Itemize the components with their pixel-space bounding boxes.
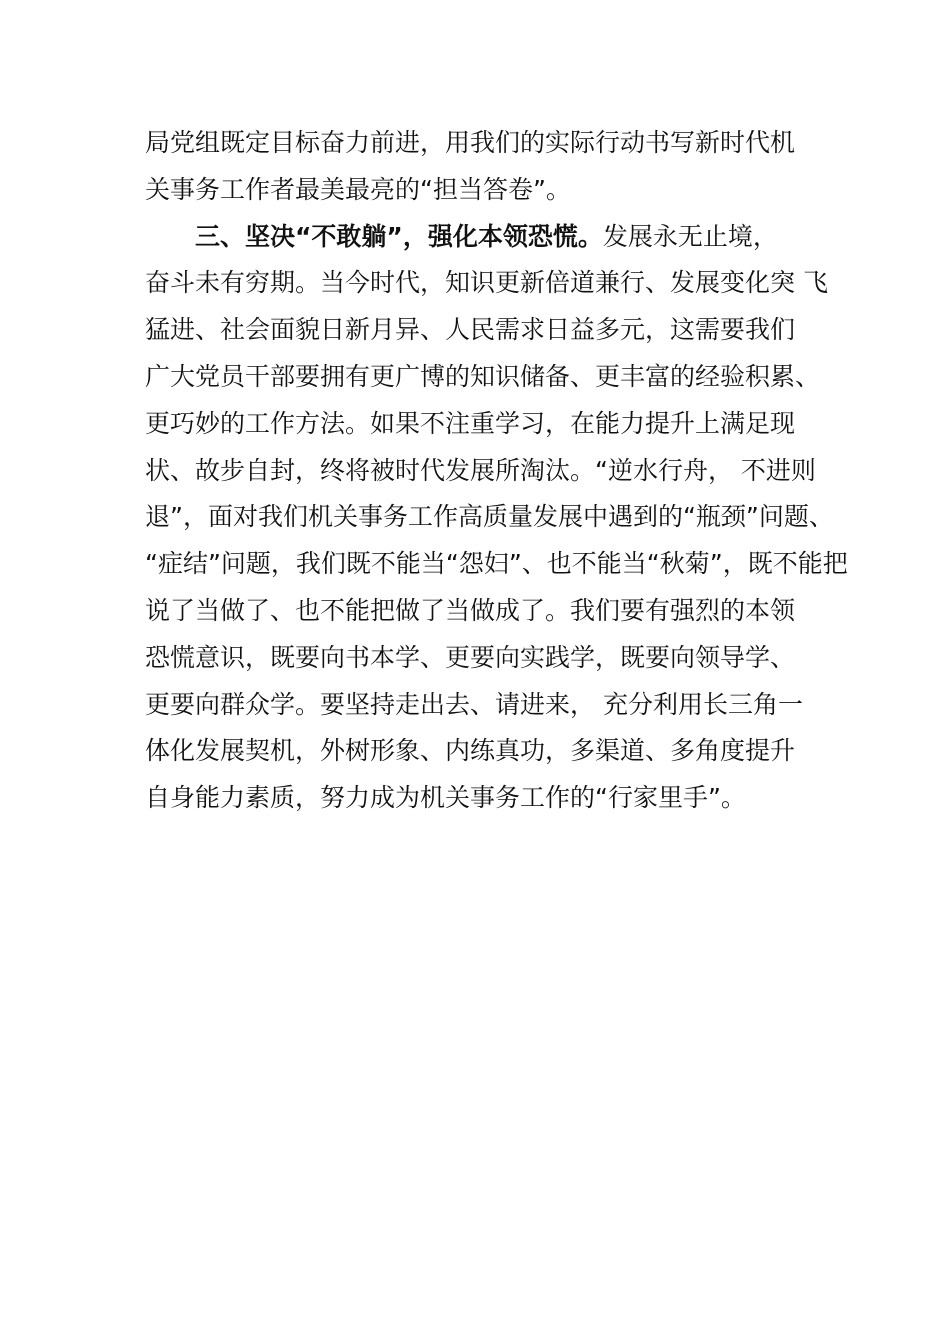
paragraph-2 (145, 214, 848, 822)
text-line: 猛进、社会面貌日新月异、人民需求日益多元，这需要我们 (145, 315, 796, 345)
text-line: 广大党员干部要拥有更广博的知识储备、更丰富的经验积累、 (145, 361, 821, 391)
paragraph-1 (145, 120, 825, 214)
text-line: 奋斗未有穷期。当今时代，知识更新倍道兼行、发展变化突 飞 (145, 268, 828, 298)
text-line: 更巧妙的工作方法。如果不注重学习，在能力提升上满足现 (145, 408, 796, 438)
document-body (145, 120, 848, 822)
text-line: 自身能力素质，努力成为机关事务工作的“行家里手”。 (145, 783, 746, 813)
section-heading: 三、坚决“不敢躺”，强化本领恐慌。 (195, 221, 603, 251)
text-line: 退”，面对我们机关事务工作高质量发展中遇到的“瓶颈”问题、 (145, 502, 834, 532)
text-line: 恐慌意识，既要向书本学、更要向实践学，既要向领导学、 (145, 642, 796, 672)
text-line: 局党组既定目标奋力前进，用我们的实际行动书写新时代机 (145, 128, 796, 157)
text-line: 更要向群众学。要坚持走出去、请进来， 充分利用长三角一 (145, 689, 803, 719)
text-line: 关事务工作者最美最亮的“担当答卷”。 (145, 174, 571, 204)
text-line (145, 214, 825, 261)
heading-line-rest: 发展永无止境， (602, 221, 778, 251)
text-line: 体化发展契机，外树形象、内练真功，多渠道、多角度提升 (145, 736, 796, 766)
text-line: “症结”问题，我们既不能当“怨妇”、也不能当“秋菊”，既不能把 (145, 549, 848, 579)
text-line: 说了当做了、也不能把做了当做成了。我们要有强烈的本领 (145, 595, 796, 625)
text-line: 状、故步自封，终将被时代发展所淘汰。“逆水行舟， 不进则 (145, 455, 816, 485)
